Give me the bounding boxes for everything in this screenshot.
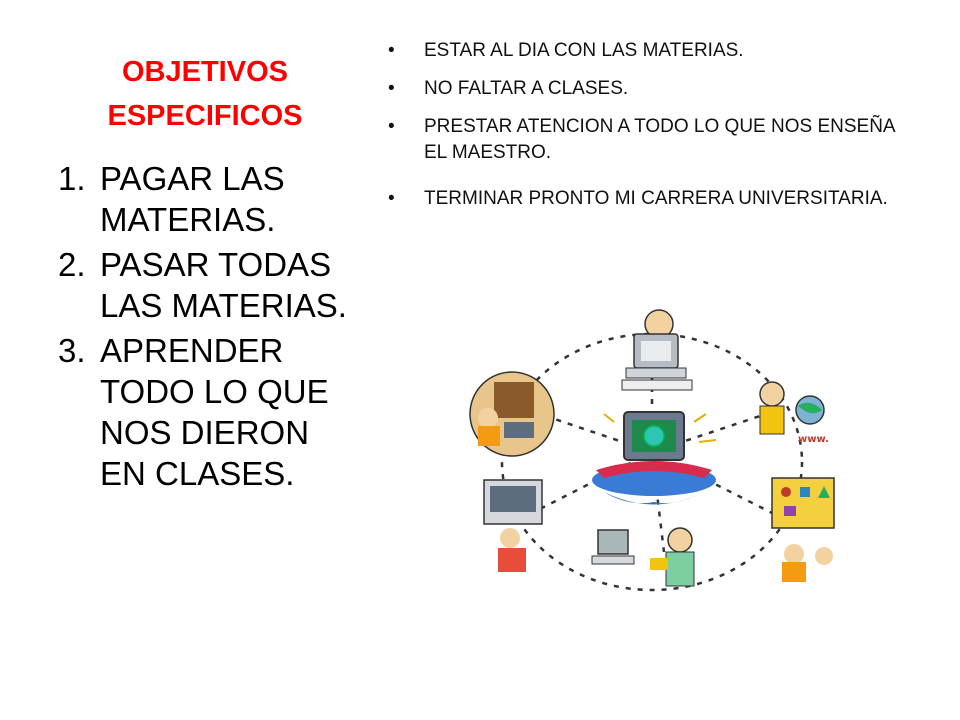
bullet-text: NO FALTAR A CLASES. [424, 78, 629, 99]
bullet-item [388, 178, 908, 220]
bullet-text: PRESTAR ATENCION A TODO LO QUE NOS ENSEÑA EL MAESTRO. [424, 116, 895, 163]
bullet-item [388, 38, 908, 64]
www-sign: www. [798, 434, 829, 445]
item-number: 2. [58, 246, 86, 283]
network-illustration [454, 302, 850, 606]
title-line-2: ESPECIFICOS [107, 100, 303, 132]
bullet-icon: • [388, 116, 395, 137]
classroom-icon [470, 372, 554, 456]
item-number: 3. [58, 332, 86, 369]
title-line-1: OBJETIVOS [122, 56, 288, 88]
objective-item [58, 158, 358, 240]
goals-bullet-list [388, 38, 908, 232]
office-worker-icon [484, 480, 542, 572]
board-shapes-icon [772, 478, 834, 582]
bullet-item [388, 76, 908, 102]
item-text: PAGAR LAS MATERIAS. [100, 160, 285, 238]
bullet-item [388, 114, 908, 166]
bullet-icon: • [388, 188, 395, 209]
bullet-icon: • [388, 78, 395, 99]
item-text: APRENDER TODO LO QUE NOS DIERON EN CLASES. [100, 332, 329, 492]
student-globe-icon [760, 382, 829, 445]
teacher-computer-icon [622, 310, 692, 390]
central-computer-icon [592, 412, 716, 505]
objective-item [58, 244, 358, 326]
objective-item [58, 330, 358, 494]
item-number: 1. [58, 160, 86, 197]
bullet-text: ESTAR AL DIA CON LAS MATERIAS. [424, 40, 744, 61]
girl-student-icon [650, 528, 694, 586]
item-text: PASAR TODAS LAS MATERIAS. [100, 246, 347, 324]
objectives-list [58, 158, 358, 498]
bullet-text: TERMINAR PRONTO MI CARRERA UNIVERSITARIA. [424, 188, 888, 209]
bullet-icon: • [388, 40, 395, 61]
small-computer-icon [592, 530, 634, 564]
slide-title [60, 50, 350, 138]
